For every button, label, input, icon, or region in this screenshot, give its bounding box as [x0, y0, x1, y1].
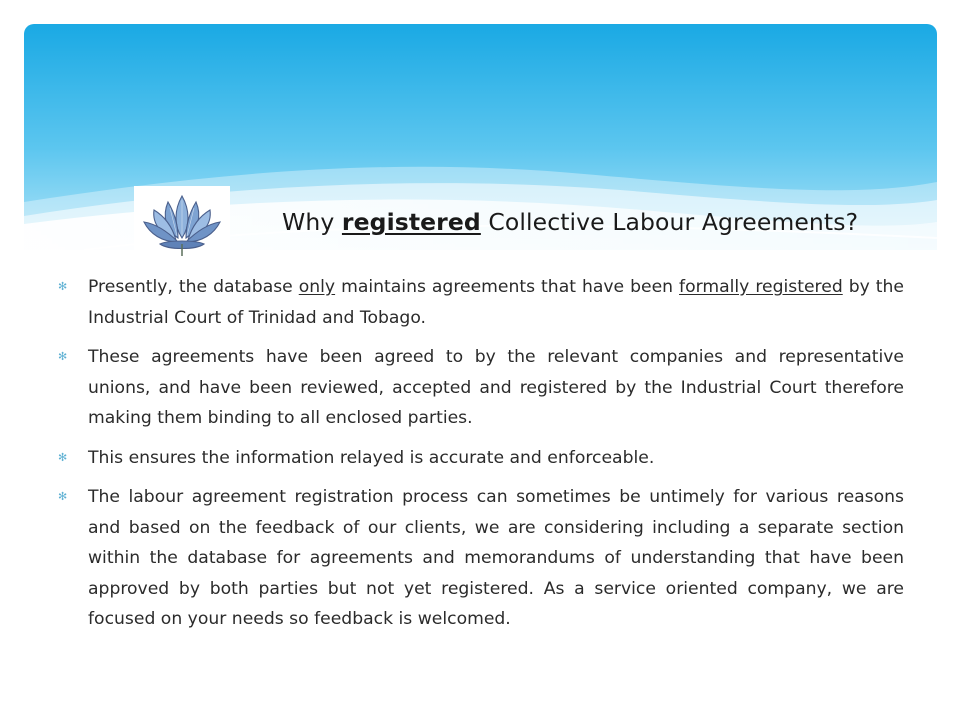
- lotus-flower-icon: [134, 186, 230, 258]
- bullet-item: [58, 272, 904, 333]
- bullet-text: The labour agreement registration process can sometimes be untimely for various reasons and based on the feedback of our clients, we are considering including a separate section within the database for agreements and memorandums of understanding that have been approved by both parties but not yet registered. As a service oriented company, we are focused on your needs so feedback is welcomed.: [88, 487, 904, 629]
- title-emphasis: registered: [341, 208, 481, 236]
- title-suffix: Collective Labour Agreements?: [480, 208, 859, 236]
- title-prefix: Why: [282, 208, 342, 236]
- bullet-text-part: Presently, the database: [88, 277, 299, 297]
- bullet-text-part: by the Industrial Court of Trinidad and Tobago.: [88, 277, 904, 328]
- bullet-text: This ensures the information relayed is accurate and enforceable.: [88, 447, 655, 468]
- bullet-text-underlined: formally registered: [679, 277, 843, 297]
- title-row: [134, 186, 934, 258]
- asterisk-bullet-icon: ✻: [58, 490, 68, 503]
- bullet-item: [58, 342, 904, 434]
- bullet-list: [58, 272, 904, 644]
- bullet-item: [58, 482, 904, 635]
- bullet-item: [58, 443, 904, 474]
- asterisk-bullet-icon: ✻: [58, 450, 68, 464]
- bullet-text-part: maintains agreements that have been: [335, 277, 680, 297]
- asterisk-bullet-icon: ✻: [58, 350, 68, 363]
- bullet-text-underlined: only: [298, 277, 336, 297]
- bullet-text: These agreements have been agreed to by the relevant companies and representative unions, and have been reviewed, accepted and registered by the Industrial Court therefore making them binding to all enclosed parties.: [88, 347, 904, 428]
- slide-title: [282, 208, 858, 236]
- asterisk-bullet-icon: ✻: [58, 280, 68, 293]
